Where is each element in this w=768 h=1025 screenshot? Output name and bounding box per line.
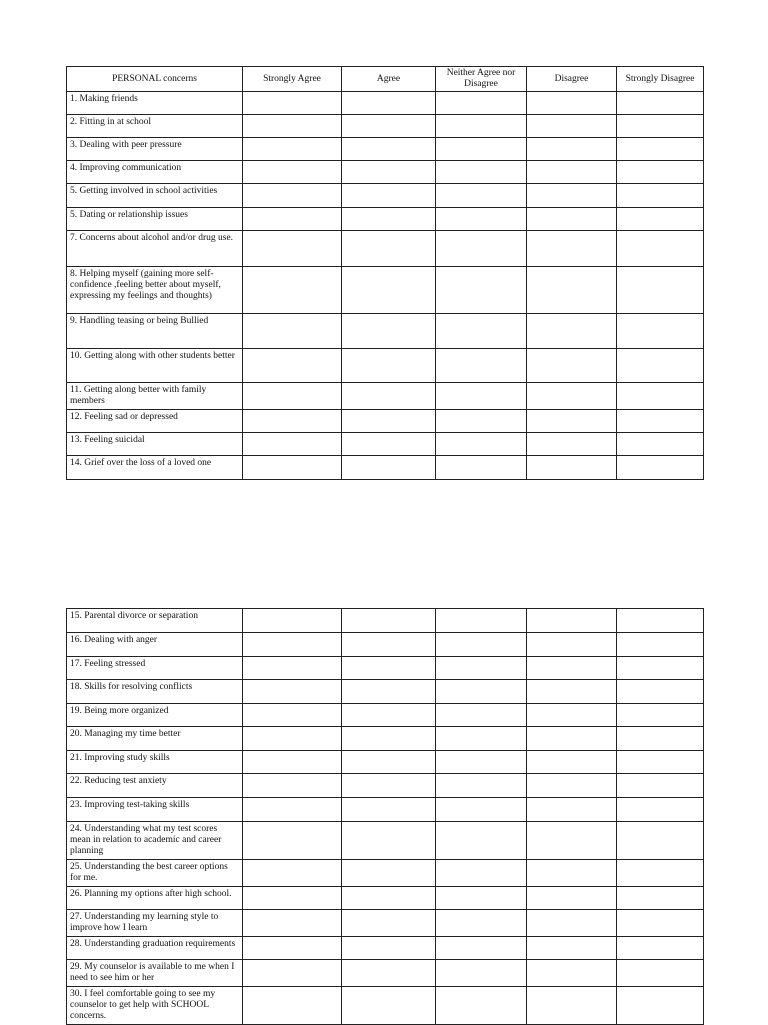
- disagree-cell[interactable]: [527, 774, 617, 798]
- agree-cell[interactable]: [342, 910, 436, 937]
- table-row: [67, 751, 704, 774]
- table-header-row: [67, 67, 704, 92]
- concern-label: 23. Improving test-taking skills: [67, 798, 243, 822]
- neither-cell[interactable]: [436, 860, 527, 887]
- table-row: [67, 349, 704, 383]
- table-row: [67, 960, 704, 987]
- disagree-cell[interactable]: [527, 208, 617, 231]
- strongly-agree-cell[interactable]: [243, 633, 342, 657]
- strongly-agree-cell[interactable]: [243, 860, 342, 887]
- agree-cell[interactable]: [342, 349, 436, 383]
- header-personal-concerns: PERSONAL concerns: [67, 67, 243, 92]
- neither-cell[interactable]: [436, 267, 527, 314]
- disagree-cell[interactable]: [527, 138, 617, 161]
- strongly-disagree-cell[interactable]: [617, 987, 704, 1025]
- strongly-disagree-cell[interactable]: [617, 774, 704, 798]
- disagree-cell[interactable]: [527, 349, 617, 383]
- agree-cell[interactable]: [342, 987, 436, 1025]
- disagree-cell[interactable]: [527, 704, 617, 727]
- neither-cell[interactable]: [436, 138, 527, 161]
- header-agree: Agree: [342, 67, 436, 92]
- strongly-disagree-cell[interactable]: [617, 267, 704, 314]
- agree-cell[interactable]: [342, 433, 436, 456]
- strongly-agree-cell[interactable]: [243, 231, 342, 267]
- strongly-disagree-cell[interactable]: [617, 208, 704, 231]
- strongly-disagree-cell[interactable]: [617, 680, 704, 704]
- disagree-cell[interactable]: [527, 657, 617, 680]
- concern-label: 22. Reducing test anxiety: [67, 774, 243, 798]
- strongly-disagree-cell[interactable]: [617, 860, 704, 887]
- concern-label: 21. Improving study skills: [67, 751, 243, 774]
- concern-label: 30. I feel comfortable going to see my counselor to get help with SCHOOL concerns.: [67, 987, 243, 1025]
- strongly-disagree-cell[interactable]: [617, 657, 704, 680]
- neither-cell[interactable]: [436, 657, 527, 680]
- concern-label: 27. Understanding my learning style to improve how I learn: [67, 910, 243, 937]
- disagree-cell[interactable]: [527, 383, 617, 410]
- strongly-agree-cell[interactable]: [243, 184, 342, 208]
- strongly-agree-cell[interactable]: [243, 727, 342, 751]
- disagree-cell[interactable]: [527, 822, 617, 860]
- table-row: [67, 633, 704, 657]
- concern-label: 9. Handling teasing or being Bullied: [67, 314, 243, 349]
- strongly-agree-cell[interactable]: [243, 456, 342, 480]
- neither-cell[interactable]: [436, 680, 527, 704]
- strongly-agree-cell[interactable]: [243, 410, 342, 433]
- neither-cell[interactable]: [436, 410, 527, 433]
- neither-cell[interactable]: [436, 987, 527, 1025]
- table-row: [67, 314, 704, 349]
- strongly-agree-cell[interactable]: [243, 657, 342, 680]
- survey-table-continued: [66, 608, 704, 1025]
- strongly-disagree-cell[interactable]: [617, 822, 704, 860]
- disagree-cell[interactable]: [527, 314, 617, 349]
- neither-cell[interactable]: [436, 727, 527, 751]
- concern-label: 3. Dealing with peer pressure: [67, 138, 243, 161]
- table-row: [67, 433, 704, 456]
- table-row: [67, 937, 704, 960]
- concern-label: 17. Feeling stressed: [67, 657, 243, 680]
- disagree-cell[interactable]: [527, 937, 617, 960]
- table-row: [67, 383, 704, 410]
- disagree-cell[interactable]: [527, 410, 617, 433]
- neither-cell[interactable]: [436, 231, 527, 267]
- disagree-cell[interactable]: [527, 633, 617, 657]
- neither-cell[interactable]: [436, 383, 527, 410]
- header-disagree: Disagree: [527, 67, 617, 92]
- concern-label: 1. Making friends: [67, 92, 243, 115]
- strongly-disagree-cell[interactable]: [617, 184, 704, 208]
- neither-cell[interactable]: [436, 937, 527, 960]
- neither-cell[interactable]: [436, 115, 527, 138]
- concern-label: 5. Getting involved in school activities: [67, 184, 243, 208]
- neither-cell[interactable]: [436, 161, 527, 184]
- agree-cell[interactable]: [342, 798, 436, 822]
- disagree-cell[interactable]: [527, 887, 617, 910]
- table-row: [67, 208, 704, 231]
- strongly-agree-cell[interactable]: [243, 798, 342, 822]
- strongly-agree-cell[interactable]: [243, 751, 342, 774]
- agree-cell[interactable]: [342, 138, 436, 161]
- table-row: [67, 138, 704, 161]
- table-row: [67, 822, 704, 860]
- neither-cell[interactable]: [436, 887, 527, 910]
- agree-cell[interactable]: [342, 751, 436, 774]
- strongly-disagree-cell[interactable]: [617, 727, 704, 751]
- table-row: [67, 860, 704, 887]
- strongly-disagree-cell[interactable]: [617, 704, 704, 727]
- strongly-agree-cell[interactable]: [243, 433, 342, 456]
- strongly-agree-cell[interactable]: [243, 704, 342, 727]
- strongly-disagree-cell[interactable]: [617, 633, 704, 657]
- header-strongly-disagree: Strongly Disagree: [617, 67, 704, 92]
- neither-cell[interactable]: [436, 704, 527, 727]
- disagree-cell[interactable]: [527, 267, 617, 314]
- table-row: [67, 609, 704, 633]
- disagree-cell[interactable]: [527, 92, 617, 115]
- disagree-cell[interactable]: [527, 727, 617, 751]
- concern-label: 15. Parental divorce or separation: [67, 609, 243, 633]
- disagree-cell[interactable]: [527, 456, 617, 480]
- header-strongly-agree: Strongly Agree: [243, 67, 342, 92]
- disagree-cell[interactable]: [527, 960, 617, 987]
- table-row: [67, 161, 704, 184]
- agree-cell[interactable]: [342, 860, 436, 887]
- agree-cell[interactable]: [342, 937, 436, 960]
- disagree-cell[interactable]: [527, 115, 617, 138]
- strongly-agree-cell[interactable]: [243, 383, 342, 410]
- concern-label: 4. Improving communication: [67, 161, 243, 184]
- concern-label: 19. Being more organized: [67, 704, 243, 727]
- agree-cell[interactable]: [342, 115, 436, 138]
- strongly-disagree-cell[interactable]: [617, 609, 704, 633]
- table-row: [67, 115, 704, 138]
- strongly-agree-cell[interactable]: [243, 267, 342, 314]
- agree-cell[interactable]: [342, 609, 436, 633]
- neither-cell[interactable]: [436, 208, 527, 231]
- table-row: [67, 657, 704, 680]
- concern-label: 5. Dating or relationship issues: [67, 208, 243, 231]
- neither-cell[interactable]: [436, 609, 527, 633]
- concern-label: 2. Fitting in at school: [67, 115, 243, 138]
- neither-cell[interactable]: [436, 910, 527, 937]
- concern-label: 24. Understanding what my test scores mean in relation to academic and career planning: [67, 822, 243, 860]
- agree-cell[interactable]: [342, 267, 436, 314]
- concern-label: 7. Concerns about alcohol and/or drug use.: [67, 231, 243, 267]
- neither-cell[interactable]: [436, 314, 527, 349]
- strongly-agree-cell[interactable]: [243, 987, 342, 1025]
- concern-label: 16. Dealing with anger: [67, 633, 243, 657]
- agree-cell[interactable]: [342, 727, 436, 751]
- agree-cell[interactable]: [342, 161, 436, 184]
- strongly-disagree-cell[interactable]: [617, 433, 704, 456]
- agree-cell[interactable]: [342, 314, 436, 349]
- disagree-cell[interactable]: [527, 987, 617, 1025]
- agree-cell[interactable]: [342, 704, 436, 727]
- strongly-disagree-cell[interactable]: [617, 798, 704, 822]
- agree-cell[interactable]: [342, 887, 436, 910]
- concern-label: 8. Helping myself (gaining more self-confidence ,feeling better about myself, expressing my feelings and thoughts): [67, 267, 243, 314]
- neither-cell[interactable]: [436, 349, 527, 383]
- disagree-cell[interactable]: [527, 680, 617, 704]
- table-row: [67, 184, 704, 208]
- disagree-cell[interactable]: [527, 231, 617, 267]
- neither-cell[interactable]: [436, 751, 527, 774]
- strongly-agree-cell[interactable]: [243, 910, 342, 937]
- neither-cell[interactable]: [436, 433, 527, 456]
- neither-cell[interactable]: [436, 456, 527, 480]
- strongly-agree-cell[interactable]: [243, 680, 342, 704]
- concern-label: 11. Getting along better with family members: [67, 383, 243, 410]
- concern-label: 18. Skills for resolving conflicts: [67, 680, 243, 704]
- header-neither-agree-nor-disagree: Neither Agree nor Disagree: [436, 67, 527, 92]
- table-row: [67, 798, 704, 822]
- table-row: [67, 231, 704, 267]
- table-row: [67, 727, 704, 751]
- strongly-agree-cell[interactable]: [243, 774, 342, 798]
- disagree-cell[interactable]: [527, 433, 617, 456]
- agree-cell[interactable]: [342, 960, 436, 987]
- table-row: [67, 887, 704, 910]
- strongly-agree-cell[interactable]: [243, 937, 342, 960]
- table-row: [67, 456, 704, 480]
- strongly-agree-cell[interactable]: [243, 138, 342, 161]
- strongly-agree-cell[interactable]: [243, 887, 342, 910]
- strongly-disagree-cell[interactable]: [617, 115, 704, 138]
- table-row: [67, 267, 704, 314]
- strongly-disagree-cell[interactable]: [617, 138, 704, 161]
- strongly-disagree-cell[interactable]: [617, 910, 704, 937]
- concern-label: 29. My counselor is available to me when I need to see him or her: [67, 960, 243, 987]
- strongly-disagree-cell[interactable]: [617, 161, 704, 184]
- disagree-cell[interactable]: [527, 910, 617, 937]
- survey-table-personal: [66, 66, 704, 480]
- agree-cell[interactable]: [342, 774, 436, 798]
- agree-cell[interactable]: [342, 231, 436, 267]
- disagree-cell[interactable]: [527, 609, 617, 633]
- agree-cell[interactable]: [342, 633, 436, 657]
- disagree-cell[interactable]: [527, 184, 617, 208]
- agree-cell[interactable]: [342, 208, 436, 231]
- strongly-agree-cell[interactable]: [243, 609, 342, 633]
- strongly-agree-cell[interactable]: [243, 314, 342, 349]
- neither-cell[interactable]: [436, 774, 527, 798]
- concern-label: 25. Understanding the best career options for me.: [67, 860, 243, 887]
- strongly-disagree-cell[interactable]: [617, 349, 704, 383]
- agree-cell[interactable]: [342, 657, 436, 680]
- neither-cell[interactable]: [436, 960, 527, 987]
- agree-cell[interactable]: [342, 456, 436, 480]
- strongly-agree-cell[interactable]: [243, 115, 342, 138]
- concern-label: 14. Grief over the loss of a loved one: [67, 456, 243, 480]
- table-row: [67, 774, 704, 798]
- strongly-disagree-cell[interactable]: [617, 887, 704, 910]
- strongly-disagree-cell[interactable]: [617, 92, 704, 115]
- strongly-agree-cell[interactable]: [243, 349, 342, 383]
- table-row: [67, 987, 704, 1025]
- concern-label: 10. Getting along with other students better: [67, 349, 243, 383]
- neither-cell[interactable]: [436, 822, 527, 860]
- strongly-agree-cell[interactable]: [243, 92, 342, 115]
- strongly-disagree-cell[interactable]: [617, 410, 704, 433]
- concern-label: 20. Managing my time better: [67, 727, 243, 751]
- agree-cell[interactable]: [342, 410, 436, 433]
- concern-label: 26. Planning my options after high school.: [67, 887, 243, 910]
- neither-cell[interactable]: [436, 798, 527, 822]
- strongly-disagree-cell[interactable]: [617, 456, 704, 480]
- disagree-cell[interactable]: [527, 161, 617, 184]
- table-row: [67, 92, 704, 115]
- agree-cell[interactable]: [342, 92, 436, 115]
- table-row: [67, 704, 704, 727]
- strongly-disagree-cell[interactable]: [617, 314, 704, 349]
- neither-cell[interactable]: [436, 633, 527, 657]
- strongly-disagree-cell[interactable]: [617, 231, 704, 267]
- strongly-disagree-cell[interactable]: [617, 960, 704, 987]
- neither-cell[interactable]: [436, 92, 527, 115]
- strongly-disagree-cell[interactable]: [617, 937, 704, 960]
- disagree-cell[interactable]: [527, 798, 617, 822]
- agree-cell[interactable]: [342, 383, 436, 410]
- strongly-disagree-cell[interactable]: [617, 383, 704, 410]
- strongly-agree-cell[interactable]: [243, 822, 342, 860]
- concern-label: 12. Feeling sad or depressed: [67, 410, 243, 433]
- disagree-cell[interactable]: [527, 751, 617, 774]
- agree-cell[interactable]: [342, 184, 436, 208]
- table-row: [67, 410, 704, 433]
- concern-label: 13. Feeling suicidal: [67, 433, 243, 456]
- agree-cell[interactable]: [342, 822, 436, 860]
- concern-label: 28. Understanding graduation requirements: [67, 937, 243, 960]
- disagree-cell[interactable]: [527, 860, 617, 887]
- neither-cell[interactable]: [436, 184, 527, 208]
- strongly-disagree-cell[interactable]: [617, 751, 704, 774]
- strongly-agree-cell[interactable]: [243, 161, 342, 184]
- agree-cell[interactable]: [342, 680, 436, 704]
- strongly-agree-cell[interactable]: [243, 960, 342, 987]
- table-row: [67, 680, 704, 704]
- table-row: [67, 910, 704, 937]
- strongly-agree-cell[interactable]: [243, 208, 342, 231]
